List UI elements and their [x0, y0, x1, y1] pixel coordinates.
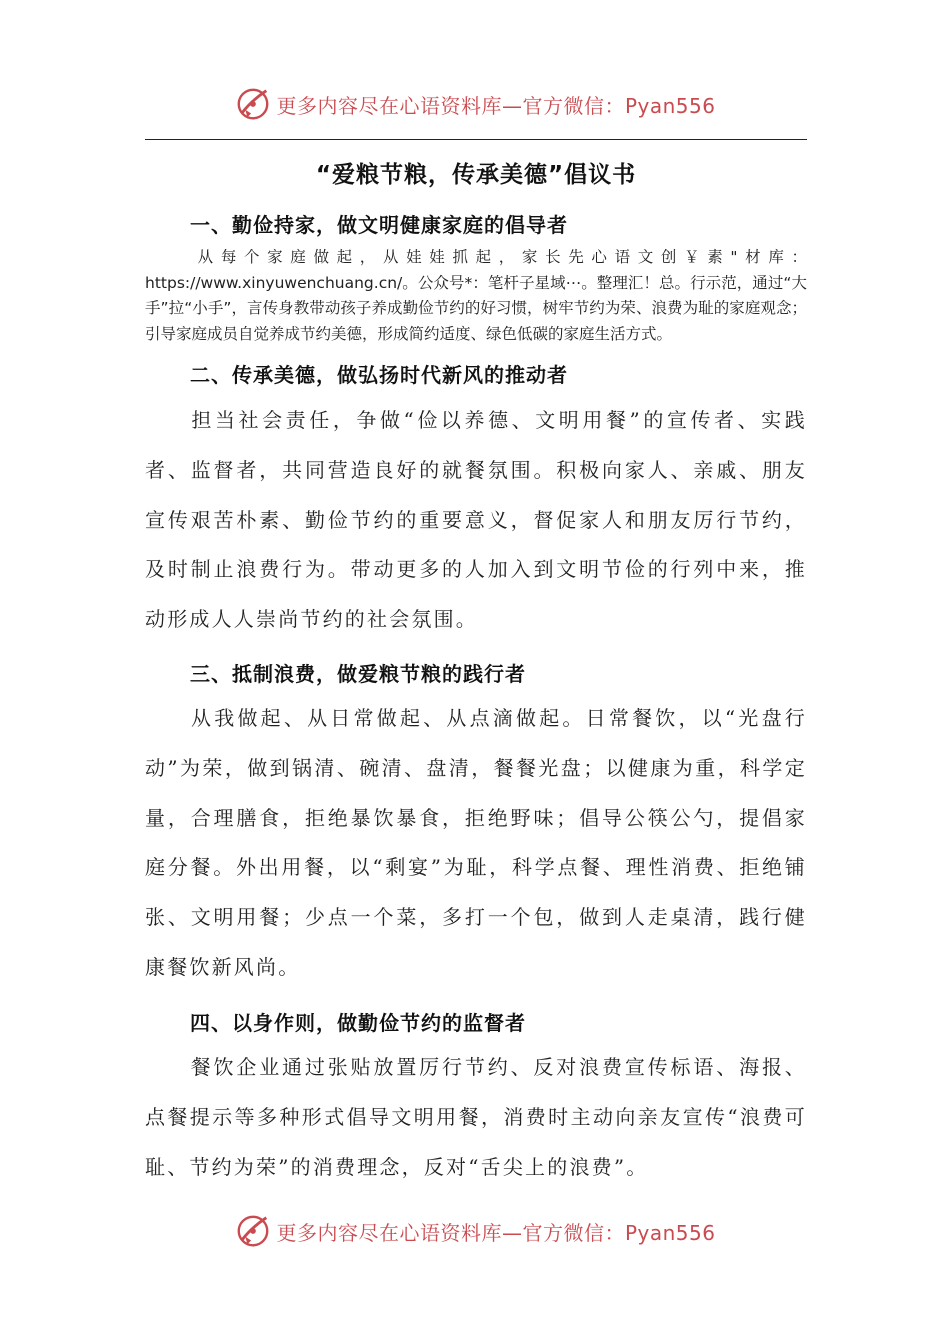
section-body-1-text: 从每个家庭做起，从娃娃抓起，家长先心语文创￥素"材库：https://www.xinyuwenchuang.cn/。公众号*：笔杆子星域⋯。整理汇！总。行示范，通过“大手”拉“小手”，言传身教带动孩子养成勤俭节约的好习惯，树牢节约为荣、浪费为耻的家庭观念；引导家庭成员自觉养成节约美德，形成简约适度、绿色低碳的家庭生活方式。: [145, 248, 807, 343]
section-heading-1: 一、勤俭持家，做文明健康家庭的倡导者: [190, 213, 568, 237]
document-title: “爱粮节粮，传承美德”倡议书: [315, 162, 637, 188]
footer-banner-text: 更多内容尽在心语资料库—官方微信：Pyan556: [276, 1220, 716, 1245]
section-body-2-text: 担当社会责任，争做“俭以养德、文明用餐”的宣传者、实践者、监督者，共同营造良好的就餐氛围。积极向家人、亲戚、朋友宣传艰苦朴素、勤俭节约的重要意义，督促家人和朋友厉行节约，及时制止浪费行为。带动更多的人加入到文明节俭的行列中来，推动形成人人崇尚节约的社会氛围。: [145, 408, 807, 632]
header-banner: [0, 84, 950, 124]
section-heading-2: 二、传承美德，做弘扬时代新风的推动者: [190, 363, 568, 387]
section-heading-3: 三、抵制浪费，做爱粮节粮的践行者: [190, 662, 526, 686]
pen-circle-logo-icon: [234, 1212, 272, 1250]
section-body-4: [145, 1043, 807, 1192]
section-body-2: [145, 396, 807, 645]
section-body-1: [145, 245, 807, 347]
section-body-4-text: 餐饮企业通过张贴放置厉行节约、反对浪费宣传标语、海报、点餐提示等多种形式倡导文明用餐，消费时主动向亲友宣传“浪费可耻、节约为荣”的消费理念，反对“舌尖上的浪费”。: [145, 1055, 807, 1179]
footer-banner: [0, 1211, 950, 1251]
pen-circle-logo-icon: [234, 85, 272, 123]
banner-text: 更多内容尽在心语资料库—官方微信：Pyan556: [276, 93, 716, 118]
section-body-3-text: 从我做起、从日常做起、从点滴做起。日常餐饮，以“光盘行动”为荣，做到锅清、碗清、盘清，餐餐光盘；以健康为重，科学定量，合理膳食，拒绝暴饮暴食，拒绝野味；倡导公筷公勺，提倡家庭分餐。外出用餐，以“剩宴”为耻，科学点餐、理性消费、拒绝铺张、文明用餐；少点一个菜，多打一个包，做到人走桌清，践行健康餐饮新风尚。: [145, 706, 807, 979]
section-heading-4: 四、以身作则，做勤俭节约的监督者: [190, 1011, 526, 1035]
header-divider: [145, 139, 807, 140]
section-body-3: [145, 694, 807, 993]
